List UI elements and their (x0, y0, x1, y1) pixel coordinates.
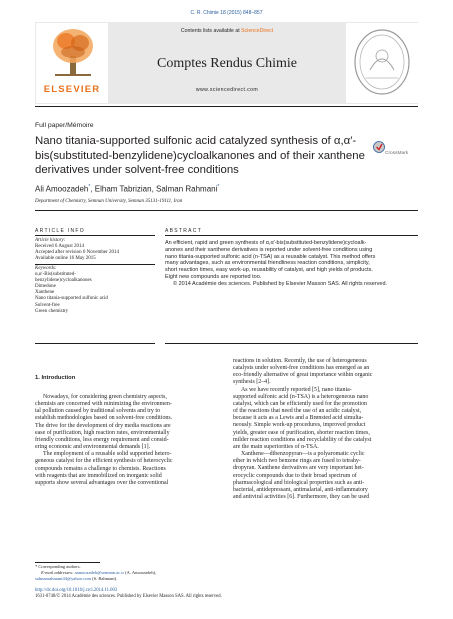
body-left-column (35, 394, 221, 487)
masthead-rule (35, 106, 418, 107)
sciencedirect-link[interactable]: ScienceDirect (241, 28, 274, 34)
academie-seal-icon (350, 26, 414, 98)
corresponding-mark[interactable]: * (217, 184, 220, 190)
contents-prefix: Contents lists available at (180, 28, 242, 34)
body-line: neously. Simple work-up procedures, improved product (233, 422, 366, 429)
email-owner: (A. Amoozadeh), (123, 570, 157, 575)
body-line: reactions in solution. Recently, the use of heterogeneous (233, 358, 367, 364)
abstract-rule (165, 235, 418, 236)
history-item: Received 6 August 2014 (35, 244, 85, 250)
body-line: friendly conditions, less energy requirement and consid- (35, 436, 169, 443)
keyword: Solvent-free (35, 302, 60, 308)
keyword: Green chemistry (35, 308, 69, 314)
email-link[interactable]: aamoozadeh@semnan.ac.ir (74, 570, 124, 575)
abstract-line: nano titania-supported sulfonic acid (n-TSA) as a reusable catalyst. This method offers (165, 253, 376, 260)
body-line: synthesis [2–4]. (233, 379, 271, 386)
body-line: chemists are concerned with minimizing the environmen- (35, 401, 172, 408)
article-info-bottom-rule (35, 343, 155, 344)
article-info-rule (35, 235, 155, 236)
paper-title: Nano titania-supported sulfonic acid catalyzed synthesis of α,α′-bis(substituted-benzylidene)cycloalkanones and of their xanthene derivatives under solvent-free conditions (35, 135, 365, 176)
corresponding-note: * Corresponding authors. (35, 564, 81, 569)
body-line: geneous catalyst for the efficient synthesis of heterocyclic (35, 458, 173, 465)
body-line: The drive for the development of dry media reactions are (35, 422, 171, 429)
article-type: Full paper/Mémoire (35, 122, 94, 129)
author-list (35, 184, 219, 194)
body-line: eco-friendly alternative of great importance within organic (233, 372, 373, 379)
body-line: supports show several advantages over the conventional (35, 479, 169, 486)
crossmark-icon[interactable] (373, 139, 417, 159)
header-rule (35, 210, 418, 211)
body-line: compounds remains a challenge to chemists. Reactions (35, 465, 166, 472)
body-line: of the reactions that need the use of an acidic catalyst, (233, 408, 362, 415)
article-info-divider (35, 264, 155, 265)
author-name[interactable]: Ali Amoozadeh (35, 184, 89, 194)
corresponding-mark[interactable]: * (88, 184, 91, 190)
body-line: ease of purification, high reaction rates, environmentally (35, 429, 170, 436)
body-line: milder reaction conditions and recyclability of the catalyst (233, 436, 372, 443)
body-line: tal pollution caused by traditional solvents and try to (35, 408, 160, 415)
contents-available-line (112, 28, 342, 34)
abstract-line: many advantages, such as environmental friendliness reaction conditions, simplicity, (165, 260, 370, 267)
body-right-column (233, 358, 419, 501)
journal-url[interactable]: www.sciencedirect.com (195, 87, 259, 93)
abstract-line: anones and their xanthene derivatives is reported under solvent-free conditions using (165, 246, 373, 253)
body-line: As we have recently reported [5], nano titania- (241, 386, 352, 393)
journal-reference[interactable]: C. R. Chimie 18 (2015) 848–857 (190, 10, 263, 16)
body-line: and antiviral activities [6]. Furthermore, they can be used (233, 493, 370, 500)
doi-link[interactable]: http://dx.doi.org/10.1016/j.crci.2014.11.003 (35, 588, 118, 593)
copyright-footer: 1631-0748/© 2014 Académie des sciences. Published by Elsevier Masson SAS. All rights reserved. (35, 594, 222, 599)
keyword: Xanthene (35, 290, 55, 296)
footnotes (35, 564, 235, 582)
history-label: Article history: (35, 238, 66, 243)
body-line: pharmacological and biological properties such as anti- (233, 479, 365, 486)
body-line: yields, greater ease of purification, shorter reaction times, (233, 429, 370, 436)
body-line: ering economic and environmental demands [1]. (35, 444, 151, 451)
body-line: catalyst, which can be efficiently used for the promotion (233, 400, 367, 407)
article-history (35, 238, 155, 262)
keyword: Nano titania-supported sulfonic acid (35, 296, 108, 302)
body-line: supported sulfonic acid (n-TSA) is a heterogeneous nano (233, 393, 369, 400)
journal-name[interactable]: Comptes Rendus Chimie (157, 56, 297, 71)
abstract-line: An efficient, rapid and green synthesis of α,α′-bis(substituted-benzylidene)cycloalk- (165, 240, 367, 246)
keyword: α,α′-Bis(substituted- (35, 272, 76, 278)
elsevier-tree-icon (49, 26, 97, 78)
author-separator: , (90, 184, 95, 194)
body-line: ether in which two benzene rings are fused to tetrahy- (233, 458, 361, 465)
author-separator: , (151, 184, 157, 194)
author-name[interactable]: Salman Rahmani (156, 184, 218, 194)
body-line: erocyclic compounds due to their broad spectrum of (233, 472, 357, 479)
body-line: are the main superiorities of n-TSA. (233, 443, 319, 450)
keywords-label: Keywords: (35, 266, 57, 271)
abstract-heading: ABSTRACT (165, 228, 203, 234)
abstract-copyright: © 2014 Académie des sciences. Published by Elsevier Masson SAS. All rights reserved. (173, 280, 388, 287)
section-heading: 1. Introduction (35, 375, 76, 381)
history-item: Available online 16 May 2015 (35, 256, 96, 262)
body-line: Xanthene—dibenzopyran—is a polyaromatic cyclic (241, 451, 365, 458)
body-line: with reagents that are immobilized on inorganic solid (35, 472, 162, 479)
body-line: bacterial, antidepressant, antimalarial, anti-inflammatory (233, 486, 368, 493)
abstract-line: short reaction times, easy work-up, reusability of catalyst, and high yields of products. (165, 267, 373, 273)
keyword: benzylidene)cycloalkanones (35, 278, 92, 284)
body-line: Nowadays, for considering green chemistry aspects, (43, 394, 167, 400)
keywords (35, 266, 155, 315)
crossmark-label[interactable]: CrossMark (385, 151, 409, 156)
body-line: The employment of a reusable solid supported hetero- (43, 451, 172, 458)
publisher-name: ELSEVIER (43, 84, 101, 95)
article-info-heading: ARTICLE INFO (35, 228, 85, 234)
history-item: Accepted after revision 6 November 2014 (35, 250, 119, 256)
footnote-rule (35, 562, 100, 563)
abstract-line: Eight new compounds are reported too. (165, 273, 262, 280)
abstract-bottom-rule (165, 343, 418, 344)
author-name[interactable]: Elham Tabrizian (94, 184, 152, 194)
abstract-text (165, 240, 418, 287)
email-link[interactable]: salmanrahmani44@yahoo.com (35, 576, 92, 581)
keyword: Dimedone (35, 284, 56, 290)
body-line: dropyran. Xanthene derivatives are very important het- (233, 465, 364, 472)
body-line: establish methodologies based on solvent-free conditions. (35, 415, 173, 422)
body-line: catalysts under solvent-free conditions has emerged as an (233, 365, 370, 372)
email-line (35, 576, 235, 582)
email-label: E-mail addresses: (41, 570, 75, 575)
body-line: because it acts as a Lewis and a Brønsted acid simulta- (233, 415, 364, 422)
affiliation: Department of Chemistry, Semnan University, Semnan 35131-19111, Iran (35, 199, 183, 204)
email-owner: (S. Rahmani). (91, 576, 118, 581)
